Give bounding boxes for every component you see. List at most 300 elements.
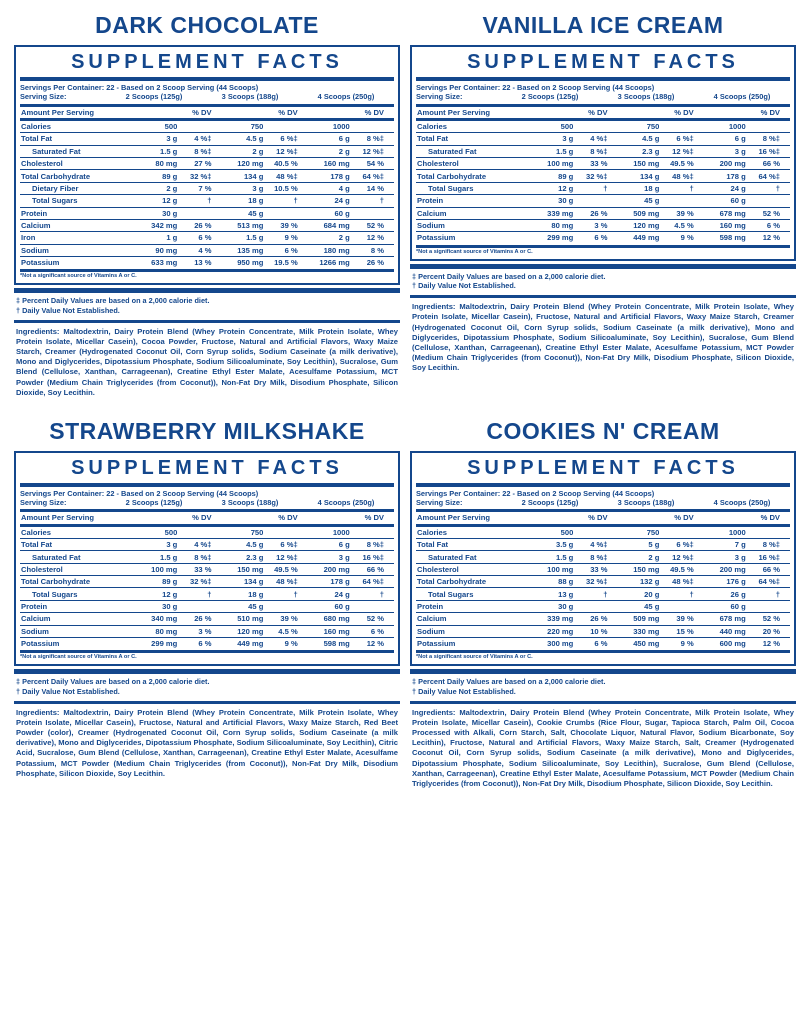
serving-size-label: Serving Size: xyxy=(20,497,67,507)
nutrient-dv: 39 % xyxy=(662,613,703,625)
nutrient-name: Total Sugars xyxy=(20,195,135,207)
nutrient-amount: 80 mg xyxy=(135,625,180,637)
serving-size-label: Serving Size: xyxy=(416,497,463,507)
dv-header: % DV xyxy=(353,105,394,119)
dv-note-not-established-text: Daily Value Not Established. xyxy=(22,687,120,697)
nutrient-amount: 90 mg xyxy=(135,244,180,256)
ingredients-text: Maltodextrin, Dairy Protein Blend (Whey Protein Concentrate, Milk Protein Isolate, Whey Protein Isolate, Micellar Casein), Fructose, Natural and Artificial Flavors, Waxy Maize Starch, Creamer (Hydrogenated Coconut Oil, Corn Syrup solids, Sodium Caseinate (a milk derivative), Mono and Diglycerides, Dipotassium Phosphate, Sodium Silicoaluminate, Soy Lecithin), Sucralose, Gum Blend (Cellulose, Xanthan, Carrageenan), Creatine Ethyl Ester Malate, Acesulfame Potassium, MCT Powder (Medium Chain Triglycerides (from Coconut)), Non-Fat Dry Milk, Disodium Phosphate, Silicon Dioxide, Soy Lecithin. xyxy=(412,302,794,372)
nutrient-name: Protein xyxy=(20,600,135,612)
dv-header: % DV xyxy=(749,511,790,525)
nutrient-amount: 330 mg xyxy=(618,625,663,637)
dv-header: % DV xyxy=(266,105,307,119)
nutrient-amount: 440 mg xyxy=(704,625,749,637)
nutrient-dv: 12 % xyxy=(353,232,394,244)
nutrient-amount: 24 g xyxy=(308,588,353,600)
nutrition-table xyxy=(416,509,790,649)
servings-info xyxy=(416,487,790,508)
nutrient-dv: 3 % xyxy=(576,219,617,231)
nutrient-dv xyxy=(576,195,617,207)
table-row xyxy=(20,170,394,182)
nutrient-dv: † xyxy=(662,182,703,194)
servings-per-container: Servings Per Container: 22 - Based on 2 Scoop Serving (44 Scoops) xyxy=(20,488,259,498)
nutrient-dv xyxy=(180,119,221,132)
nutrient-dv: 6 % xyxy=(576,232,617,244)
nutrient-dv: 6 % xyxy=(266,244,307,256)
serving-size-column: 4 Scoops (250g) xyxy=(713,92,771,102)
nutrient-amount: 1 g xyxy=(135,232,180,244)
nutrient-name: Cholesterol xyxy=(416,158,531,170)
nutrient-dv xyxy=(266,600,307,612)
nutrient-dv: 39 % xyxy=(266,613,307,625)
nutrient-amount: 30 g xyxy=(531,600,576,612)
supplement-facts-box xyxy=(14,45,400,285)
dv-note-not-established: † Daily Value Not Established. xyxy=(412,687,516,697)
nutrient-dv: 39 % xyxy=(662,207,703,219)
ingredients-text: Maltodextrin, Dairy Protein Blend (Whey Protein Concentrate, Milk Protein Isolate, Whey Protein Isolate, Micellar Casein), Fructose, Natural and Artificial Flavors, Waxy Maize Starch, Red Beet Powder (color), Creamer (Hydrogenated Coconut Oil, Corn Syrup solids, Sodium Caseinate (a milk derivative), Mono and Diglycerides, Dipotassium Phosphate, Sodium Silicoaluminate, Soy Lecithin), Citric Acid, Sucralose, Gum Blend (Cellulose, Xanthan, Carrageenan), Creatine Ethyl Ester Malate, Acesulfame Potassium, MCT Powder (Medium Chain Triglycerides (from Coconut)), Non-Fat Dry Milk, Disodium Phosphate, Silicon Dioxide, Soy Lecithin. xyxy=(16,708,398,778)
nutrient-amount: 4.5 g xyxy=(222,538,267,550)
nutrient-name: Calories xyxy=(416,119,531,132)
nutrient-amount: 160 mg xyxy=(704,219,749,231)
nutrient-name: Dietary Fiber xyxy=(20,182,135,194)
nutrient-dv: 12 %‡ xyxy=(266,551,307,563)
nutrient-dv: † xyxy=(749,182,790,194)
nutrient-dv xyxy=(353,600,394,612)
nutrient-amount: 200 mg xyxy=(704,563,749,575)
nutrient-amount: 45 g xyxy=(618,195,663,207)
nutrient-dv xyxy=(576,525,617,538)
table-row xyxy=(416,625,790,637)
nutrient-dv: 4 %‡ xyxy=(180,133,221,145)
nutrient-dv: 16 %‡ xyxy=(749,145,790,157)
nutrient-amount: 500 xyxy=(531,119,576,132)
ingredients-block xyxy=(14,701,400,779)
nutrient-amount: 134 g xyxy=(222,170,267,182)
nutrient-dv xyxy=(180,600,221,612)
nutrient-dv: 20 % xyxy=(749,625,790,637)
header-spacer xyxy=(618,511,663,525)
nutrient-dv: 6 %‡ xyxy=(266,133,307,145)
nutrient-amount: 178 g xyxy=(704,170,749,182)
nutrient-amount: 2.3 g xyxy=(222,551,267,563)
nutrient-dv: 12 %‡ xyxy=(662,551,703,563)
servings-info xyxy=(20,487,394,508)
nutrient-dv: 9 % xyxy=(662,637,703,649)
nutrient-dv: † xyxy=(353,588,394,600)
nutrient-amount: 1.5 g xyxy=(222,232,267,244)
nutrient-dv: 19.5 % xyxy=(266,257,307,269)
nutrient-amount: 3 g xyxy=(135,538,180,550)
nutrient-dv: † xyxy=(576,588,617,600)
nutrient-amount: 6 g xyxy=(704,133,749,145)
nutrient-name: Potassium xyxy=(416,637,531,649)
nutrient-name: Total Fat xyxy=(20,133,135,145)
nutrient-dv: 48 %‡ xyxy=(266,170,307,182)
nutrient-dv: 26 % xyxy=(180,613,221,625)
nutrient-dv: 4 %‡ xyxy=(180,538,221,550)
serving-size-column: 2 Scoops (125g) xyxy=(521,497,579,507)
table-row xyxy=(416,158,790,170)
nutrient-dv: 33 % xyxy=(576,158,617,170)
amount-per-serving-label: Amount Per Serving xyxy=(416,105,531,119)
serving-size-columns xyxy=(502,92,790,101)
nutrient-amount: 1000 xyxy=(308,525,353,538)
nutrient-amount: 4 g xyxy=(308,182,353,194)
nutrient-amount: 2 g xyxy=(308,232,353,244)
dv-note-percent-text: Percent Daily Values are based on a 2,000 calorie diet. xyxy=(22,677,210,687)
nutrient-amount: 1000 xyxy=(704,525,749,538)
serving-size-column: 3 Scoops (188g) xyxy=(221,92,279,102)
amount-per-serving-label: Amount Per Serving xyxy=(20,105,135,119)
vitamins-footnote: *Not a significant source of Vitamins A or C. xyxy=(416,650,790,660)
nutrient-dv: 8 %‡ xyxy=(749,133,790,145)
nutrient-dv: 54 % xyxy=(353,158,394,170)
nutrient-dv xyxy=(662,195,703,207)
nutrient-name: Protein xyxy=(20,207,135,219)
nutrient-amount: 89 g xyxy=(135,576,180,588)
table-row xyxy=(20,563,394,575)
nutrient-dv: 4 %‡ xyxy=(576,133,617,145)
nutrient-amount: 89 g xyxy=(135,170,180,182)
nutrient-dv: 6 %‡ xyxy=(662,538,703,550)
table-row xyxy=(416,232,790,244)
nutrient-dv xyxy=(180,525,221,538)
dv-note-not-established-text: Daily Value Not Established. xyxy=(418,687,516,697)
nutrient-amount: 120 mg xyxy=(222,625,267,637)
header-spacer xyxy=(308,105,353,119)
nutrient-amount: 750 xyxy=(222,119,267,132)
nutrient-amount: 100 mg xyxy=(135,563,180,575)
nutrient-amount: 950 mg xyxy=(222,257,267,269)
nutrient-dv: 7 % xyxy=(180,182,221,194)
nutrient-dv: 12 %‡ xyxy=(266,145,307,157)
supplement-facts-heading: SUPPLEMENT FACTS xyxy=(20,50,394,81)
dv-note-not-established-text: Daily Value Not Established. xyxy=(418,281,516,291)
ingredients-label: Ingredients: xyxy=(16,708,60,718)
nutrient-dv xyxy=(749,195,790,207)
nutrient-dv: 9 % xyxy=(266,637,307,649)
nutrient-dv: † xyxy=(180,195,221,207)
nutrient-dv: 66 % xyxy=(749,158,790,170)
supplement-facts-heading: SUPPLEMENT FACTS xyxy=(416,50,790,81)
table-row xyxy=(20,600,394,612)
nutrient-dv xyxy=(353,207,394,219)
nutrient-name: Total Sugars xyxy=(416,182,531,194)
nutrient-dv xyxy=(353,119,394,132)
nutrient-dv: 6 %‡ xyxy=(266,538,307,550)
nutrient-name: Sodium xyxy=(416,219,531,231)
dv-note-percent-text: Percent Daily Values are based on a 2,000 calorie diet. xyxy=(418,271,606,281)
serving-size-column: 2 Scoops (125g) xyxy=(125,497,183,507)
nutrient-amount: 135 mg xyxy=(222,244,267,256)
nutrient-dv xyxy=(662,600,703,612)
nutrition-table xyxy=(20,104,394,269)
nutrient-dv: 13 % xyxy=(180,257,221,269)
nutrient-amount: 80 mg xyxy=(531,219,576,231)
nutrient-amount: 598 mg xyxy=(308,637,353,649)
nutrient-amount: 3 g xyxy=(308,551,353,563)
dv-header: % DV xyxy=(180,511,221,525)
servings-per-container: Servings Per Container: 22 - Based on 2 Scoop Serving (44 Scoops) xyxy=(20,83,259,92)
nutrient-amount: 510 mg xyxy=(222,613,267,625)
dv-header: % DV xyxy=(266,511,307,525)
table-row xyxy=(20,525,394,538)
table-row xyxy=(20,244,394,256)
nutrient-dv: 6 % xyxy=(353,625,394,637)
nutrient-dv: 16 %‡ xyxy=(353,551,394,563)
nutrient-dv: † xyxy=(266,195,307,207)
nutrient-amount: 60 g xyxy=(308,207,353,219)
nutrient-amount: 500 xyxy=(135,119,180,132)
serving-size-column: 3 Scoops (188g) xyxy=(617,497,675,507)
nutrient-amount: 80 mg xyxy=(135,158,180,170)
nutrient-dv: 6 % xyxy=(749,219,790,231)
nutrient-name: Calories xyxy=(20,119,135,132)
nutrient-amount: 500 xyxy=(135,525,180,538)
dv-note-percent: ‡ Percent Daily Values are based on a 2,000 calorie diet. xyxy=(412,677,606,687)
header-spacer xyxy=(135,105,180,119)
dv-note-percent: ‡ Percent Daily Values are based on a 2,000 calorie diet. xyxy=(16,677,210,687)
serving-size-label: Serving Size: xyxy=(416,92,463,102)
nutrient-dv: 64 %‡ xyxy=(749,170,790,182)
table-header-row xyxy=(20,105,394,119)
nutrient-amount: 132 g xyxy=(618,576,663,588)
nutrient-dv xyxy=(749,525,790,538)
table-row xyxy=(20,145,394,157)
nutrient-amount: 300 mg xyxy=(531,637,576,649)
nutrient-name: Protein xyxy=(416,600,531,612)
nutrient-name: Total Carbohydrate xyxy=(416,576,531,588)
serving-size-row xyxy=(20,92,394,101)
servings-info xyxy=(416,81,790,102)
table-row xyxy=(416,219,790,231)
serving-size-column: 4 Scoops (250g) xyxy=(317,497,375,507)
daily-value-notes xyxy=(14,288,400,318)
nutrient-dv: 32 %‡ xyxy=(576,170,617,182)
table-row xyxy=(20,588,394,600)
nutrient-name: Saturated Fat xyxy=(416,145,531,157)
nutrient-name: Sodium xyxy=(20,625,135,637)
nutrient-amount: 160 mg xyxy=(308,158,353,170)
nutrient-amount: 220 mg xyxy=(531,625,576,637)
nutrient-dv xyxy=(266,119,307,132)
ingredients-label: Ingredients: xyxy=(16,327,60,337)
serving-size-row xyxy=(416,92,790,101)
nutrient-dv: † xyxy=(180,588,221,600)
flavor-title: STRAWBERRY MILKSHAKE xyxy=(49,417,365,444)
nutrient-amount: 30 g xyxy=(531,195,576,207)
table-row xyxy=(20,576,394,588)
serving-size-column: 4 Scoops (250g) xyxy=(713,497,771,507)
table-row xyxy=(416,551,790,563)
nutrient-dv: 33 % xyxy=(180,563,221,575)
nutrient-amount: 60 g xyxy=(704,195,749,207)
serving-size-column: 3 Scoops (188g) xyxy=(617,92,675,102)
nutrient-dv: 10 % xyxy=(576,625,617,637)
nutrient-amount: 60 g xyxy=(704,600,749,612)
panel-grid xyxy=(8,10,804,807)
nutrient-dv: 52 % xyxy=(353,219,394,231)
daily-value-notes xyxy=(410,669,796,699)
nutrient-dv: 52 % xyxy=(749,207,790,219)
dv-header: % DV xyxy=(576,511,617,525)
header-spacer xyxy=(704,105,749,119)
nutrient-amount: 750 xyxy=(618,119,663,132)
nutrient-amount: 1000 xyxy=(308,119,353,132)
nutrient-dv: 64 %‡ xyxy=(749,576,790,588)
table-row xyxy=(416,182,790,194)
nutrient-amount: 160 mg xyxy=(308,625,353,637)
nutrient-amount: 18 g xyxy=(618,182,663,194)
serving-size-label: Serving Size: xyxy=(20,92,67,102)
table-row xyxy=(416,170,790,182)
nutrient-dv: 6 % xyxy=(180,637,221,649)
header-spacer xyxy=(618,105,663,119)
nutrient-amount: 24 g xyxy=(308,195,353,207)
nutrient-amount: 120 mg xyxy=(618,219,663,231)
flavor-title: COOKIES N' CREAM xyxy=(486,417,720,444)
serving-size-columns xyxy=(502,498,790,507)
nutrient-amount: 12 g xyxy=(135,195,180,207)
nutrient-amount: 2.3 g xyxy=(618,145,663,157)
nutrient-dv: 12 % xyxy=(749,232,790,244)
supplement-panel xyxy=(404,10,800,398)
header-spacer xyxy=(135,511,180,525)
nutrient-dv xyxy=(353,525,394,538)
nutrient-dv xyxy=(749,600,790,612)
nutrient-dv: 15 % xyxy=(662,625,703,637)
table-row xyxy=(20,133,394,145)
nutrient-amount: 100 mg xyxy=(531,563,576,575)
table-row xyxy=(20,219,394,231)
nutrient-amount: 6 g xyxy=(308,538,353,550)
nutrient-name: Calcium xyxy=(416,613,531,625)
nutrient-dv: † xyxy=(662,588,703,600)
nutrient-amount: 30 g xyxy=(135,600,180,612)
servings-per-container: Servings Per Container: 22 - Based on 2 Scoop Serving (44 Scoops) xyxy=(416,83,655,92)
nutrient-amount: 1.5 g xyxy=(531,551,576,563)
dv-note-not-established: † Daily Value Not Established. xyxy=(16,306,120,316)
nutrient-name: Saturated Fat xyxy=(20,145,135,157)
nutrient-amount: 342 mg xyxy=(135,219,180,231)
nutrient-dv: † xyxy=(266,588,307,600)
table-row xyxy=(20,119,394,132)
nutrient-amount: 200 mg xyxy=(704,158,749,170)
table-row xyxy=(416,195,790,207)
table-row xyxy=(20,613,394,625)
nutrient-name: Total Carbohydrate xyxy=(20,170,135,182)
nutrient-dv xyxy=(662,119,703,132)
nutrient-dv: 8 %‡ xyxy=(180,551,221,563)
serving-size-column: 2 Scoops (125g) xyxy=(521,92,579,102)
servings-per-container: Servings Per Container: 22 - Based on 2 Scoop Serving (44 Scoops) xyxy=(416,488,655,498)
table-row xyxy=(20,195,394,207)
nutrient-amount: 134 g xyxy=(618,170,663,182)
nutrient-dv: 8 %‡ xyxy=(576,551,617,563)
flavor-title: VANILLA ICE CREAM xyxy=(482,12,724,38)
daily-value-notes xyxy=(14,669,400,699)
nutrient-dv: 4.5 % xyxy=(266,625,307,637)
table-row xyxy=(20,637,394,649)
nutrient-amount: 45 g xyxy=(222,600,267,612)
nutrient-amount: 24 g xyxy=(704,182,749,194)
nutrient-dv xyxy=(266,207,307,219)
nutrient-dv: 8 %‡ xyxy=(180,145,221,157)
supplement-panel xyxy=(404,416,800,789)
nutrient-dv xyxy=(749,119,790,132)
nutrient-dv: 12 %‡ xyxy=(662,145,703,157)
table-row xyxy=(20,182,394,194)
nutrient-dv: 66 % xyxy=(353,563,394,575)
nutrient-amount: 180 mg xyxy=(308,244,353,256)
amount-per-serving-label: Amount Per Serving xyxy=(416,511,531,525)
nutrient-name: Cholesterol xyxy=(416,563,531,575)
nutrient-dv: 49.5 % xyxy=(662,158,703,170)
nutrient-amount: 633 mg xyxy=(135,257,180,269)
ingredients-text: Maltodextrin, Dairy Protein Blend (Whey Protein Concentrate, Milk Protein Isolate, Whey Protein Isolate, Micellar Casein), Cocoa Powder, Fructose, Natural and Artificial Flavors, Waxy Maize Starch, Creamer (Hydrogenated Coconut Oil, Corn Syrup solids, Sodium Caseinate (a milk derivative), Mono and Diglycerides, Dipotassium Phosphate, Sodium Silicoaluminate, Soy Lecithin), Sucralose, Gum Blend (Cellulose, Xanthan, Carrageenan), Creatine Ethyl Ester Malate, Acesulfame Potassium, MCT Powder (Medium Chain Triglycerides (from Coconut)), Non-Fat Dry Milk, Disodium Phosphate, Silicon Dioxide, Soy Lecithin. xyxy=(16,327,398,397)
nutrient-name: Calcium xyxy=(20,613,135,625)
dv-note-not-established: † Daily Value Not Established. xyxy=(412,281,516,291)
serving-size-row xyxy=(20,498,394,507)
nutrient-name: Protein xyxy=(416,195,531,207)
nutrient-amount: 134 g xyxy=(222,576,267,588)
dv-note-percent: ‡ Percent Daily Values are based on a 2,000 calorie diet. xyxy=(412,271,606,281)
serving-size-column: 3 Scoops (188g) xyxy=(221,497,279,507)
ingredients-block xyxy=(410,701,796,789)
nutrition-table xyxy=(20,509,394,649)
nutrient-dv: 64 %‡ xyxy=(353,170,394,182)
ingredients-label: Ingredients: xyxy=(412,302,456,312)
nutrient-amount: 1000 xyxy=(704,119,749,132)
table-row xyxy=(20,538,394,550)
dv-header: % DV xyxy=(749,105,790,119)
ingredients-text: Maltodextrin, Dairy Protein Blend (Whey Protein Concentrate, Milk Protein Isolate, Whey Protein Isolate, Micellar Casein), Cookie Crumbs (Rice Flour, Sugar, Tapioca Starch, Palm Oil, Cocoa Processed with Alkali, Corn Starch, Salt, Chocolate Liquor, Natural Flavor, Sodium Bicarbonate, Soy Lecithin), Fructose, Natural and Artificial Flavors, Waxy Maize Starch, Salt, Creamer (Hydrogenated Coconut Oil, Corn Syrup solids, Sodium Caseinate (a milk derivative), Mono and Diglycerides, Dipotassium Phosphate, Sodium Silicoaluminate, Soy Lecithin), Sucralose, Gum Blend (Cellulose, Xanthan, Carrageenan), Creatine Ethyl Ester Malate, Acesulfame Potassium, MCT Powder (Medium Chain Triglycerides (from Coconut)), Non-Fat Dry Milk, Disodium Phosphate, Silicon Dioxide, Soy Lecithin. xyxy=(412,708,794,788)
ingredients-block xyxy=(14,320,400,398)
nutrient-amount: 678 mg xyxy=(704,613,749,625)
serving-size-column: 2 Scoops (125g) xyxy=(125,92,183,102)
nutrient-amount: 339 mg xyxy=(531,207,576,219)
nutrient-amount: 449 mg xyxy=(618,232,663,244)
nutrient-amount: 178 g xyxy=(308,170,353,182)
nutrient-amount: 2 g xyxy=(618,551,663,563)
nutrient-name: Total Carbohydrate xyxy=(416,170,531,182)
nutrient-name: Iron xyxy=(20,232,135,244)
nutrient-dv xyxy=(576,600,617,612)
nutrient-dv: 27 % xyxy=(180,158,221,170)
nutrient-dv: 32 %‡ xyxy=(180,170,221,182)
nutrient-amount: 150 mg xyxy=(618,158,663,170)
nutrient-dv: 8 %‡ xyxy=(749,538,790,550)
nutrient-amount: 30 g xyxy=(135,207,180,219)
nutrient-name: Total Sugars xyxy=(20,588,135,600)
nutrient-dv: 33 % xyxy=(576,563,617,575)
nutrient-amount: 513 mg xyxy=(222,219,267,231)
nutrient-dv: 12 % xyxy=(353,637,394,649)
ingredients-block xyxy=(410,295,796,373)
nutrient-amount: 13 g xyxy=(531,588,576,600)
nutrient-amount: 4.5 g xyxy=(618,133,663,145)
nutrient-amount: 340 mg xyxy=(135,613,180,625)
nutrient-amount: 500 xyxy=(531,525,576,538)
table-row xyxy=(20,257,394,269)
nutrient-dv: 8 %‡ xyxy=(353,538,394,550)
dv-header: % DV xyxy=(576,105,617,119)
supplement-panel xyxy=(8,10,404,398)
nutrient-dv: 26 % xyxy=(576,613,617,625)
nutrient-name: Calories xyxy=(416,525,531,538)
nutrient-amount: 150 mg xyxy=(222,563,267,575)
table-row xyxy=(416,525,790,538)
nutrient-dv: † xyxy=(749,588,790,600)
